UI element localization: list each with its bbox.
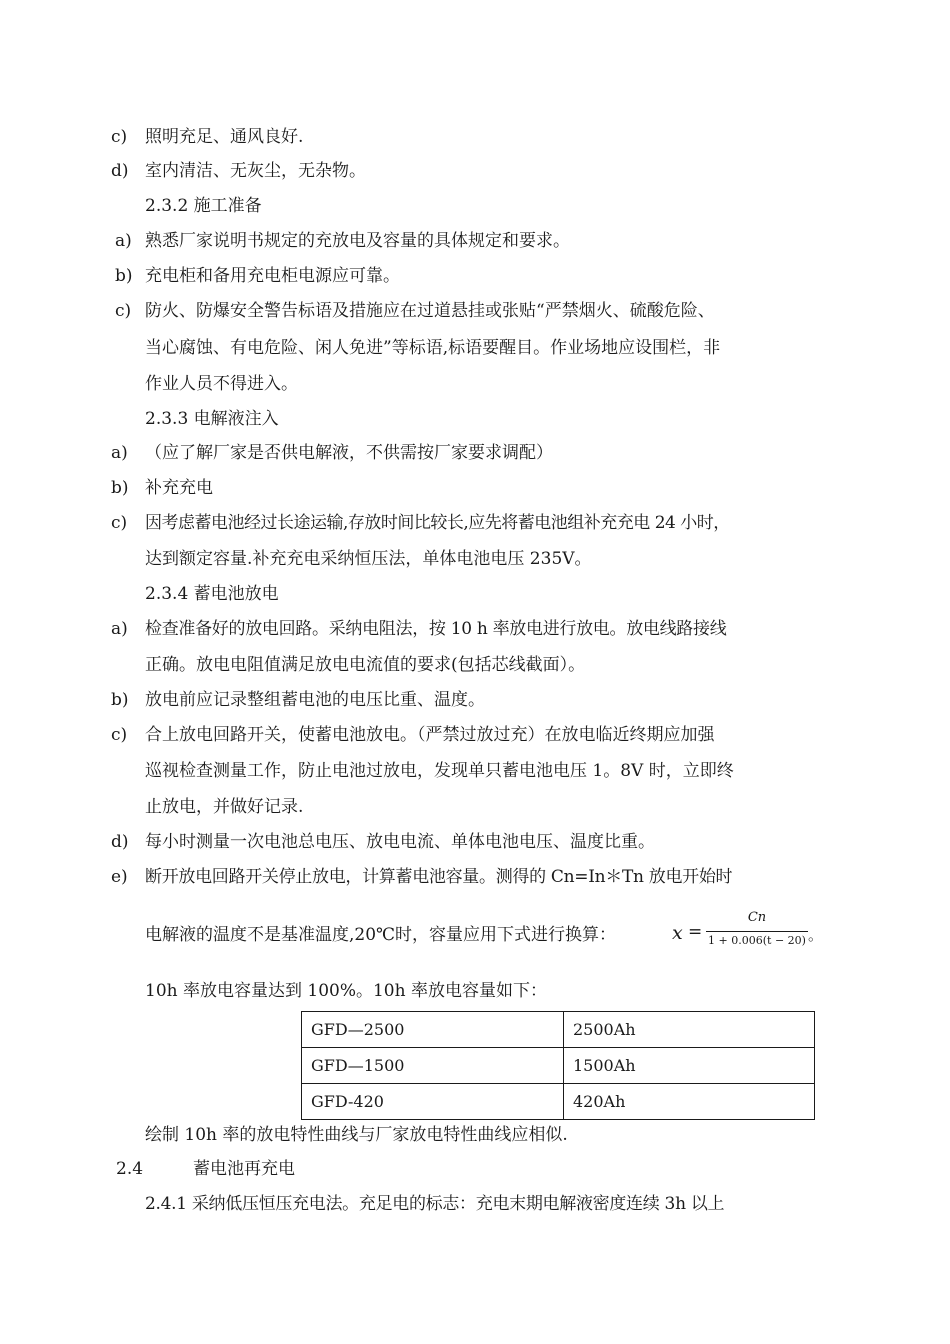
formula-lhs: x [672,922,683,944]
table-row [302,1084,815,1120]
paragraph-line: 正确。放电电阻值满足放电电流值的要求(包括芯线截面）。 [145,655,586,675]
list-marker: b) [111,478,129,498]
list-marker: c) [111,513,128,533]
table-cell-model: GFD—1500 [302,1048,564,1084]
formula-equals: = [688,922,703,942]
formula-denominator: 1 + 0.006(t − 20) [708,934,806,947]
paragraph-line: 达到额定容量.补充充电采纳恒压法，单体电池电压 235V。 [145,549,592,569]
capacity-formula [672,910,824,960]
section-heading: 2.3.2 施工准备 [145,196,262,216]
table-cell-model: GFD-420 [302,1084,564,1120]
section-heading: 2.3.4 蓄电池放电 [145,584,279,604]
list-marker: d) [111,161,129,181]
list-marker: a) [111,443,128,463]
list-marker: e) [111,867,128,887]
table-cell-capacity: 420Ah [564,1084,815,1120]
section-number: 2.4 [116,1159,144,1179]
paragraph-line: 断开放电回路开关停止放电，计算蓄电池容量。测得的 Cn=In＊Tn 放电开始时 [145,867,733,887]
table-row [302,1048,815,1084]
list-marker: b) [115,266,133,286]
paragraph-line: 2.4.1 采纳低压恒压充电法。充足电的标志：充电末期电解液密度连续 3h 以上 [145,1194,725,1214]
paragraph-line: 当心腐蚀、有电危险、闲人免进”等标语,标语要醒目。作业场地应设围栏，非 [145,338,721,358]
paragraph-line: 因考虑蓄电池经过长途运输,存放时间比较长,应先将蓄电池组补充充电 24 小时， [145,513,730,533]
section-heading: 2.3.3 电解液注入 [145,409,279,429]
paragraph-line: 合上放电回路开关，使蓄电池放电。（严禁过放过充）在放电临近终期应加强 [145,725,715,745]
list-marker: d) [111,832,129,852]
paragraph-line: （应了解厂家是否供电解液，不供需按厂家要求调配） [145,443,553,463]
paragraph-line: 10h 率放电容量达到 100%。10h 率放电容量如下： [145,981,547,1001]
paragraph-line: 止放电，并做好记录. [145,797,304,817]
list-marker: c) [115,301,132,321]
paragraph-line: 照明充足、通风良好. [145,127,304,147]
list-marker: a) [111,619,128,639]
paragraph-line: 补充充电 [145,478,213,498]
list-marker: a) [115,231,132,251]
paragraph-line: 每小时测量一次电池总电压、放电电流、单体电池电压、温度比重。 [145,832,655,852]
list-marker: b) [111,690,129,710]
paragraph-line: 防火、防爆安全警告标语及措施应在过道悬挂或张贴“严禁烟火、硫酸危险、 [145,301,715,321]
paragraph-line: 熟悉厂家说明书规定的充放电及容量的具体规定和要求。 [145,231,570,251]
paragraph-line: 检查准备好的放电回路。采纳电阻法，按 10 h 率放电进行放电。放电线路接线 [145,619,727,639]
paragraph-line: 巡视检查测量工作，防止电池过放电，发现单只蓄电池电压 1。8V 时，立即终 [145,761,734,781]
formula-numerator: Cn [747,910,767,925]
table-cell-capacity: 2500Ah [564,1012,815,1048]
paragraph-line: 电解液的温度不是基准温度,20℃时，容量应用下式进行换算： [145,925,617,945]
capacity-table [301,1011,815,1120]
paragraph-line: 绘制 10h 率的放电特性曲线与厂家放电特性曲线应相似. [145,1125,568,1145]
formula-tail: 。 [808,926,824,944]
paragraph-line: 作业人员不得进入。 [145,374,298,394]
list-marker: c) [111,725,128,745]
table-cell-model: GFD—2500 [302,1012,564,1048]
list-marker: c) [111,127,128,147]
section-heading: 蓄电池再充电 [193,1159,295,1179]
paragraph-line: 室内清洁、无灰尘，无杂物。 [145,161,366,181]
paragraph-line: 放电前应记录整组蓄电池的电压比重、温度。 [145,690,485,710]
table-cell-capacity: 1500Ah [564,1048,815,1084]
formula-fraction-bar [706,931,808,932]
table-row [302,1012,815,1048]
paragraph-line: 充电柜和备用充电柜电源应可靠。 [145,266,400,286]
